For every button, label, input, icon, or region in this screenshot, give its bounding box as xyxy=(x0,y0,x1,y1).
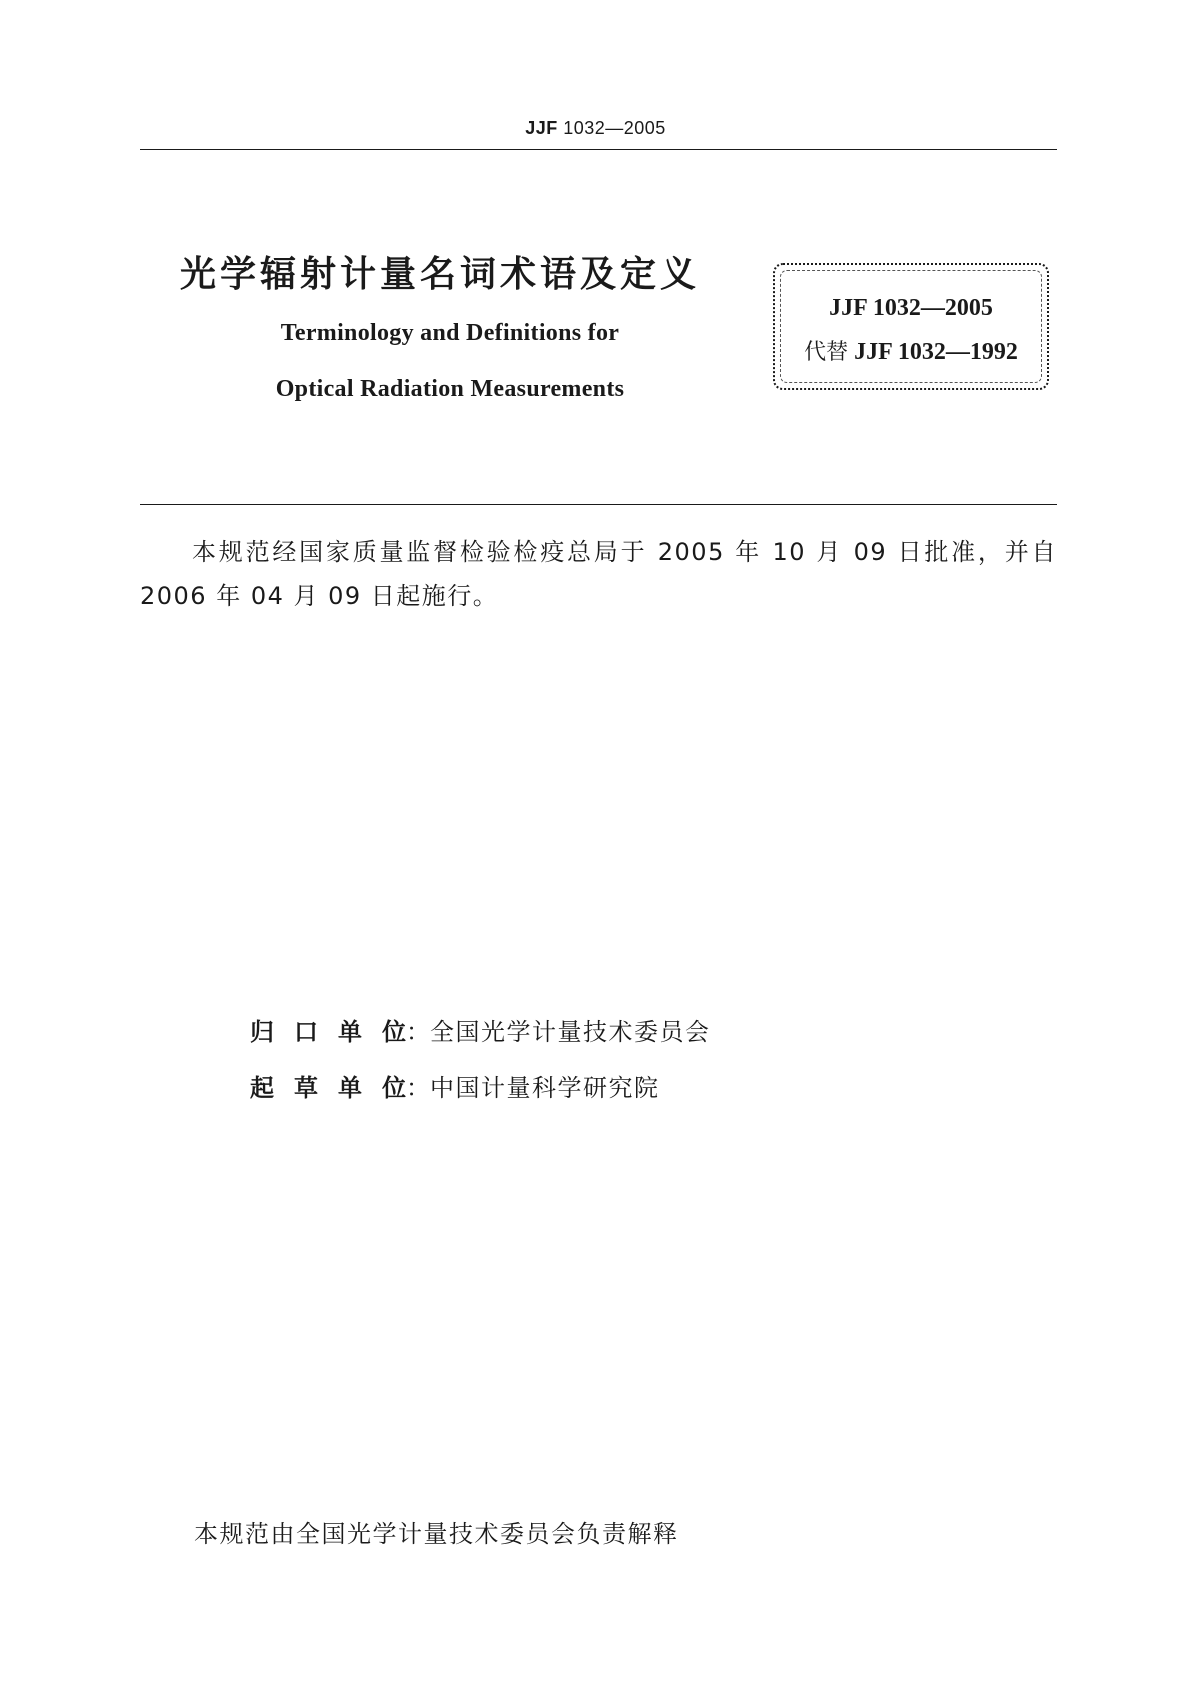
replaces-code: JJF 1032—1992 xyxy=(848,339,1018,365)
header-code-number: 1032—2005 xyxy=(557,118,666,138)
responsible-unit-value: 全国光学计量技术委员会 xyxy=(430,1018,711,1046)
code-box-inner-border xyxy=(780,270,1042,383)
replaces-line xyxy=(775,335,1047,366)
standard-code-box xyxy=(773,263,1049,390)
document-title-chinese: 光学辐射计量名词术语及定义 xyxy=(180,254,701,295)
drafting-unit-value: 中国计量科学研究院 xyxy=(430,1074,660,1102)
responsible-unit-separator: ： xyxy=(406,1018,430,1046)
replaces-label: 代替 xyxy=(804,340,849,365)
header-divider xyxy=(140,149,1057,150)
header-code-prefix: JJF xyxy=(525,118,558,138)
standard-code: JJF 1032—2005 xyxy=(829,295,993,321)
document-title-english-line1: Terminology and Definitions for xyxy=(280,320,620,346)
drafting-unit-separator: ： xyxy=(406,1074,430,1102)
drafting-unit-label-head: 起草单 xyxy=(250,1074,382,1102)
document-title-english-line2: Optical Radiation Measurements xyxy=(275,376,625,402)
section-divider xyxy=(140,504,1057,505)
responsible-unit-row xyxy=(250,1012,711,1047)
interpretation-note: 本规范由全国光学计量技术委员会负责解释 xyxy=(194,1520,679,1548)
responsible-unit-label-head: 归口单 xyxy=(250,1018,382,1046)
drafting-unit-row xyxy=(250,1068,660,1103)
responsible-unit-label-tail: 位 xyxy=(382,1018,406,1046)
approval-statement: 本规范经国家质量监督检验检疫总局于 2005 年 10 月 09 日批准，并自 2006 年 04 月 09 日起施行。 xyxy=(140,538,1057,610)
drafting-unit-label-tail: 位 xyxy=(382,1074,406,1102)
running-header-code xyxy=(0,118,1191,139)
